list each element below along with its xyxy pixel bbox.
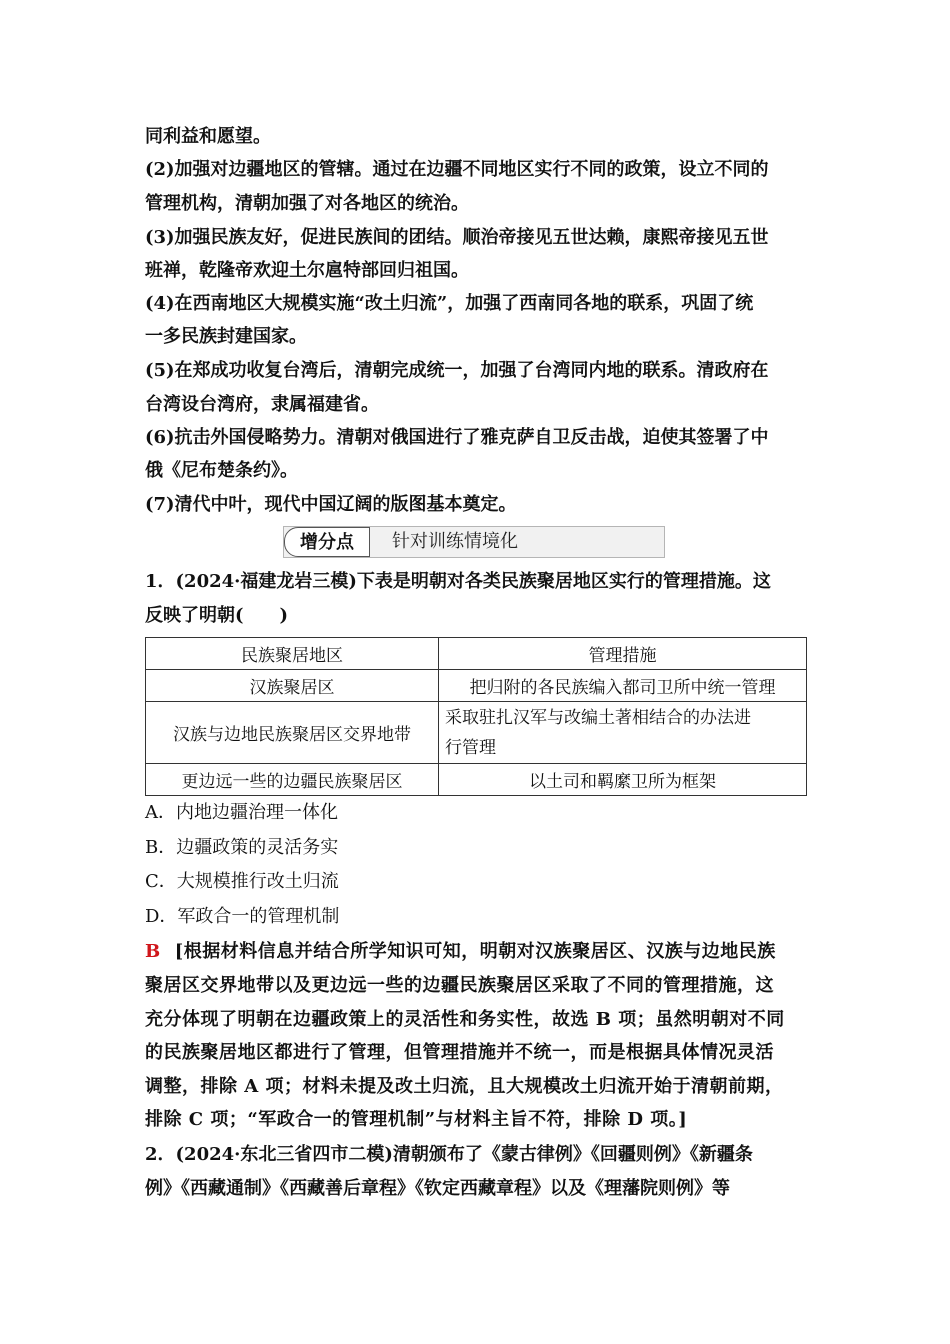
intro-line: 台湾设台湾府，隶属福建省。 xyxy=(145,394,379,415)
section-banner xyxy=(283,526,665,558)
intro-line: 管理机构，清朝加强了对各地区的统治。 xyxy=(145,193,469,214)
intro-line: (6)抗击外国侵略势力。清朝对俄国进行了雅克萨自卫反击战，迫使其签署了中 xyxy=(145,427,769,448)
table-header-measure: 管理措施 xyxy=(439,638,807,670)
measures-table xyxy=(145,637,807,796)
explanation-line xyxy=(145,940,776,964)
table-cell-measure-line: 行管理 xyxy=(445,737,496,758)
option-b: B．边疆政策的灵活务实 xyxy=(145,837,339,858)
table-row xyxy=(146,764,807,796)
option-a: A．内地边疆治理一体化 xyxy=(145,802,338,823)
table-cell-measure xyxy=(439,702,807,764)
banner-subtitle: 针对训练情境化 xyxy=(392,531,518,552)
intro-line: 俄《尼布楚条约》。 xyxy=(145,460,298,481)
table-header-region: 民族聚居地区 xyxy=(146,638,439,670)
intro-line: (3)加强民族友好，促进民族间的团结。顺治帝接见五世达赖，康熙帝接见五世 xyxy=(145,227,769,248)
intro-line: (2)加强对边疆地区的管辖。通过在边疆不同地区实行不同的政策，设立不同的 xyxy=(145,159,769,180)
table-cell-measure-line: 采取驻扎汉军与改编土著相结合的办法进 xyxy=(445,707,751,728)
table-cell-measure: 以土司和羁縻卫所为框架 xyxy=(439,764,807,796)
explanation-line: 聚居区交界地带以及更边远一些的边疆民族聚居区采取了不同的管理措施，这 xyxy=(145,975,774,996)
explanation-text: [根据材料信息并结合所学知识可知，明朝对汉族聚居区、汉族与边地民族 xyxy=(174,941,776,962)
answer-letter: B xyxy=(145,941,161,962)
table-cell-region: 更边远一些的边疆民族聚居区 xyxy=(146,764,439,796)
table-row xyxy=(146,702,807,764)
table-cell-measure: 把归附的各民族编入都司卫所中统一管理 xyxy=(439,670,807,702)
explanation-line: 排除 C 项；“军政合一的管理机制”与材料主旨不符，排除 D 项。] xyxy=(145,1109,688,1130)
intro-line: (4)在西南地区大规模实施“改土归流”，加强了西南同各地的联系，巩固了统 xyxy=(145,293,754,314)
intro-line: (7)清代中叶，现代中国辽阔的版图基本奠定。 xyxy=(145,494,517,515)
explanation-line: 调整，排除 A 项；材料未提及改土归流，且大规模改土归流开始于清朝前期， xyxy=(145,1076,784,1097)
explanation-line: 的民族聚居地区都进行了管理，但管理措施并不统一，而是根据具体情况灵活 xyxy=(145,1042,774,1063)
option-d: D．军政合一的管理机制 xyxy=(145,906,340,927)
intro-line: (5)在郑成功收复台湾后，清朝完成统一，加强了台湾同内地的联系。清政府在 xyxy=(145,360,769,381)
intro-line: 一多民族封建国家。 xyxy=(145,326,307,347)
option-c: C．大规模推行改土归流 xyxy=(145,871,339,892)
table-cell-region: 汉族聚居区 xyxy=(146,670,439,702)
question-1-stem: 反映了明朝( ) xyxy=(145,605,289,626)
explanation-line: 充分体现了明朝在边疆政策上的灵活性和务实性，故选 B 项；虽然明朝对不同 xyxy=(145,1009,785,1030)
table-row xyxy=(146,670,807,702)
banner-tag: 增分点 xyxy=(284,527,370,557)
question-2-stem: 2．(2024·东北三省四市二模)清朝颁布了《蒙古律例》《回疆则例》《新疆条 xyxy=(145,1144,753,1165)
table-cell-region: 汉族与边地民族聚居区交界地带 xyxy=(146,702,439,764)
intro-line: 同利益和愿望。 xyxy=(145,126,271,147)
question-1-stem: 1．(2024·福建龙岩三模)下表是明朝对各类民族聚居地区实行的管理措施。这 xyxy=(145,571,771,592)
intro-line: 班禅，乾隆帝欢迎土尔扈特部回归祖国。 xyxy=(145,260,469,281)
question-2-stem: 例》《西藏通制》《西藏善后章程》《钦定西藏章程》以及《理藩院则例》等 xyxy=(145,1178,730,1199)
